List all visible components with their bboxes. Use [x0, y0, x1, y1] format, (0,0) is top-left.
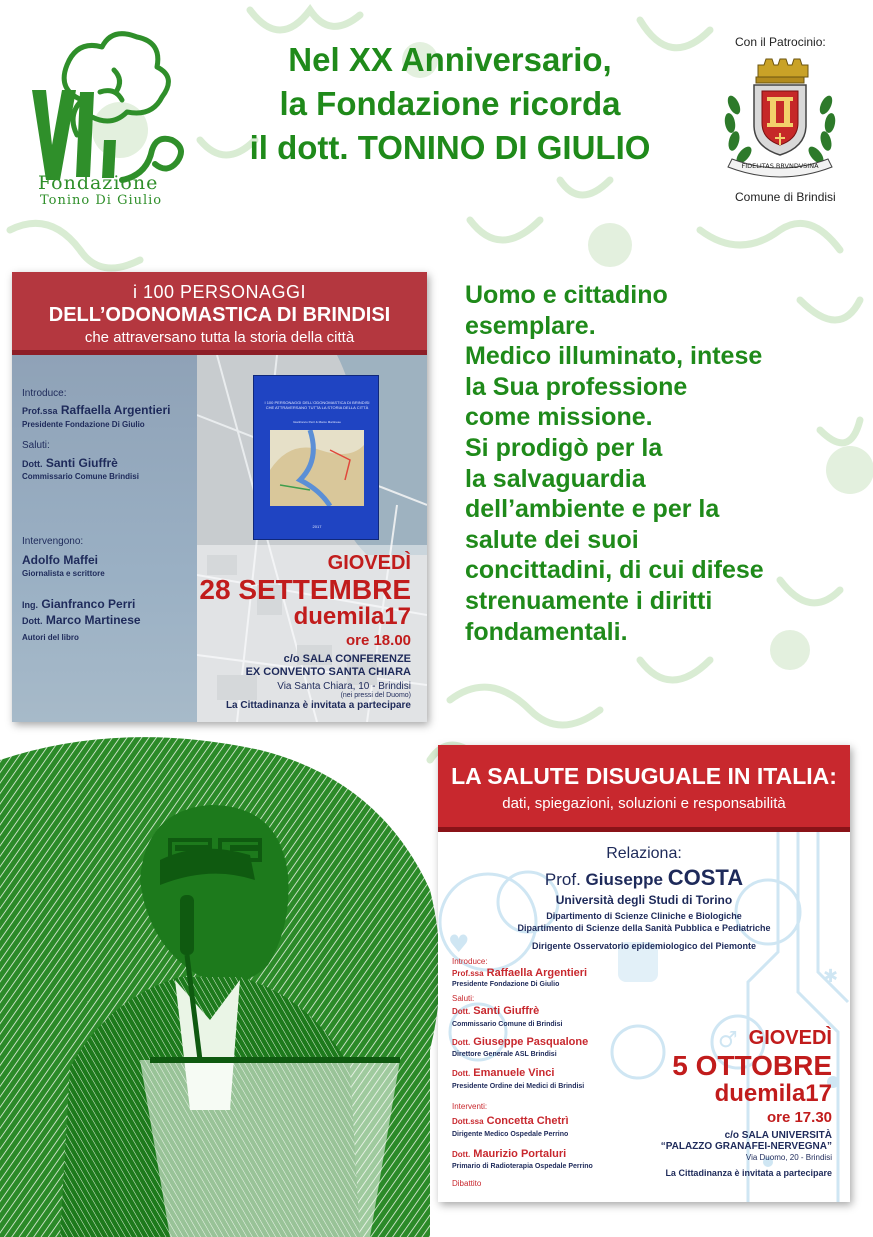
int1-role: Dirigente Medico Ospedale Perrino: [452, 1131, 569, 1138]
university: Università degli Studi di Torino: [555, 893, 733, 907]
book-title: I 100 PERSONAGGI DELL'ODONOMASTICA DI BRINDISI CHE ATTRAVERSANO TUTTA LA STORIA DELLA CITTÀ: [264, 400, 370, 410]
speaker-first-name: Giuseppe: [585, 870, 663, 889]
tribute-line: come missione.: [465, 403, 653, 432]
book-author: Gianfranco Perri & Marco Martinese: [293, 420, 341, 424]
introduce-label: Introduce:: [452, 957, 488, 966]
gender-symbol-icon: ♂: [718, 1028, 738, 1053]
book-year: 2017: [312, 524, 322, 529]
event1-invite: La Cittadinanza è invitata a partecipare: [225, 700, 411, 711]
tribute-line: la salvaguardia: [465, 464, 646, 493]
logo-text-name: Tonino Di Giulio: [40, 193, 163, 208]
asterisk-icon: ✱: [823, 966, 839, 987]
title-line-3: il dott. TONINO DI GIULIO: [249, 129, 651, 166]
saluti-label: Saluti:: [452, 994, 475, 1003]
interventi-label: Interventi:: [452, 1102, 488, 1111]
crest-motto: FIDELITAS BRVNDVSINA: [741, 162, 819, 170]
saluti3-title: Dott.: [452, 1069, 471, 1078]
poster1-header: [12, 272, 427, 355]
saluti1-role: Commissario Comune di Brindisi: [452, 1021, 563, 1028]
author1-title: Ing.: [22, 600, 38, 610]
department-3: Dirigente Osservatorio epidemiologico del Piemonte: [531, 941, 757, 951]
poster1-header-line2: DELL’ODONOMASTICA DI BRINDISI: [48, 304, 391, 326]
event1-address-note: (nei pressi del Duomo): [340, 692, 411, 699]
poster1-header-line1: i 100 PERSONAGGI: [132, 282, 307, 302]
introducer-role: Presidente Fondazione Di Giulio: [452, 981, 560, 988]
title-line-2: la Fondazione ricorda: [279, 85, 621, 122]
poster-salute-disuguale: [438, 745, 850, 1202]
speaker1-name: Adolfo Maffei: [22, 553, 98, 567]
saluti-speaker-3: [452, 1067, 554, 1079]
int1-name: Concetta Chetrì: [486, 1115, 569, 1127]
introduce-label: Introduce:: [22, 388, 67, 399]
saluti-speaker-2: [452, 1036, 588, 1048]
event2-year: duemila17: [714, 1080, 832, 1107]
author1-name: Gianfranco Perri: [41, 597, 136, 611]
saluti2-name: Giuseppe Pasqualone: [473, 1036, 589, 1048]
patronage-label: Con il Patrocinio:: [735, 35, 826, 49]
tribute-line: fondamentali.: [465, 617, 628, 646]
author2-name: Marco Martinese: [45, 613, 141, 627]
event1-year: duemila17: [293, 603, 411, 630]
poster2-header-line2: dati, spiegazioni, soluzioni e responsabilità: [502, 795, 786, 812]
relaziona-label: Relaziona:: [606, 845, 682, 862]
author2-title: Dott.: [22, 616, 43, 626]
introducer: [22, 403, 170, 417]
poster-odonomastica: [12, 272, 427, 722]
tribute-line: salute dei suoi: [465, 525, 639, 554]
poster2-header: [438, 745, 850, 832]
poster2-header-line1: LA SALUTE DISUGUALE IN ITALIA:: [451, 763, 837, 789]
header-stripe: [12, 350, 427, 355]
event2-invite: La Cittadinanza è invitata a partecipare: [665, 1168, 832, 1178]
saluti1-name: Santi Giuffrè: [473, 1005, 540, 1017]
department-2: Dipartimento di Scienze della Sanità Pubblica e Pediatriche: [517, 923, 771, 933]
intervento-2: [452, 1148, 566, 1160]
tribute-line: Uomo e cittadino: [465, 281, 668, 309]
portrait-photo: [0, 730, 440, 1237]
saluti-role: Commissario Comune Brindisi: [22, 472, 139, 481]
logo-text-fondazione: Fondazione: [38, 172, 159, 194]
dibattito-label: Dibattito: [452, 1179, 482, 1188]
speaker-title: Prof.: [544, 870, 581, 889]
introducer-name: Raffaella Argentieri: [486, 967, 588, 979]
poster1-header-line3: che attraversano tutta la storia della città: [84, 329, 355, 346]
tribute-line: dell’ambiente e per la: [465, 495, 720, 524]
intervento-1: [452, 1115, 569, 1127]
int2-title: Dott.: [452, 1150, 471, 1159]
saluti3-name: Emanuele Vinci: [473, 1067, 555, 1079]
event1-time: ore 18.00: [345, 632, 411, 649]
interventi-label: Intervengono:: [22, 536, 84, 547]
book-map-image: [270, 430, 364, 506]
introducer-title: Prof.ssa: [22, 406, 58, 416]
event1-address: Via Santa Chiara, 10 - Brindisi: [277, 681, 411, 692]
event1-day: GIOVEDÌ: [327, 552, 411, 574]
tribute-line: concittadini, di cui difese: [465, 556, 764, 585]
event2-venue-line2: “PALAZZO GRANAFEI-NERVEGNA”: [660, 1141, 832, 1152]
tribute-line: esemplare.: [465, 311, 596, 340]
header-stripe: [438, 827, 850, 832]
author2: [22, 613, 141, 627]
department-1: Dipartimento di Scienze Cliniche e Biologiche: [546, 911, 742, 921]
page-title: [210, 38, 690, 170]
tribute-line: la Sua professione: [465, 372, 688, 401]
saluti1-title: Dott.: [452, 1007, 471, 1016]
event2-time: ore 17.30: [766, 1109, 832, 1126]
int2-role: Primario di Radioterapia Ospedale Perrino: [452, 1163, 593, 1170]
speaker-last-name: COSTA: [667, 865, 744, 890]
introducer-name: Raffaella Argentieri: [60, 403, 171, 417]
saluti-name: Santi Giuffrè: [45, 456, 118, 470]
saluti-speaker: [22, 456, 118, 470]
int1-title: Dott.ssa: [452, 1117, 484, 1126]
tribute-text: [465, 280, 865, 647]
title-line-1: Nel XX Anniversario,: [288, 41, 612, 78]
heart-icon: ♥: [448, 930, 470, 958]
tribute-line: Medico illuminato, intese: [465, 342, 763, 371]
event2-day: GIOVEDÌ: [748, 1027, 832, 1049]
introducer: [452, 967, 587, 979]
introducer-title: Prof.ssa: [452, 969, 484, 978]
main-speaker: [438, 865, 850, 891]
int2-name: Maurizio Portaluri: [473, 1148, 567, 1160]
book-cover: [253, 375, 379, 540]
tribute-line: Si prodigò per la: [465, 433, 663, 462]
saluti-speaker-1: [452, 1005, 539, 1017]
saluti3-role: Presidente Ordine dei Medici di Brindisi: [452, 1083, 585, 1090]
speaker1-role: Giornalista e scrittore: [22, 569, 105, 578]
event1-venue-line2: EX CONVENTO SANTA CHIARA: [245, 666, 411, 678]
authors-role: Autori del libro: [22, 633, 79, 642]
tribute-line: strenuamente i diritti: [465, 586, 713, 615]
comune-label: Comune di Brindisi: [735, 190, 836, 204]
saluti2-role: Direttore Generale ASL Brindisi: [452, 1051, 557, 1058]
saluti-label: Saluti:: [22, 440, 50, 451]
event2-address: Via Duomo, 20 - Brindisi: [745, 1153, 832, 1162]
event2-venue-line1: c/o SALA UNIVERSITÀ: [724, 1130, 832, 1141]
comune-brindisi-crest: [720, 55, 840, 180]
event1-date: 28 SETTEMBRE: [199, 574, 411, 605]
event1-venue-line1: c/o SALA CONFERENZE: [283, 653, 411, 665]
saluti2-title: Dott.: [452, 1038, 471, 1047]
author1: [22, 597, 135, 611]
event2-date: 5 OTTOBRE: [672, 1050, 832, 1081]
saluti-title: Dott.: [22, 459, 43, 469]
introducer-role: Presidente Fondazione Di Giulio: [22, 420, 145, 429]
